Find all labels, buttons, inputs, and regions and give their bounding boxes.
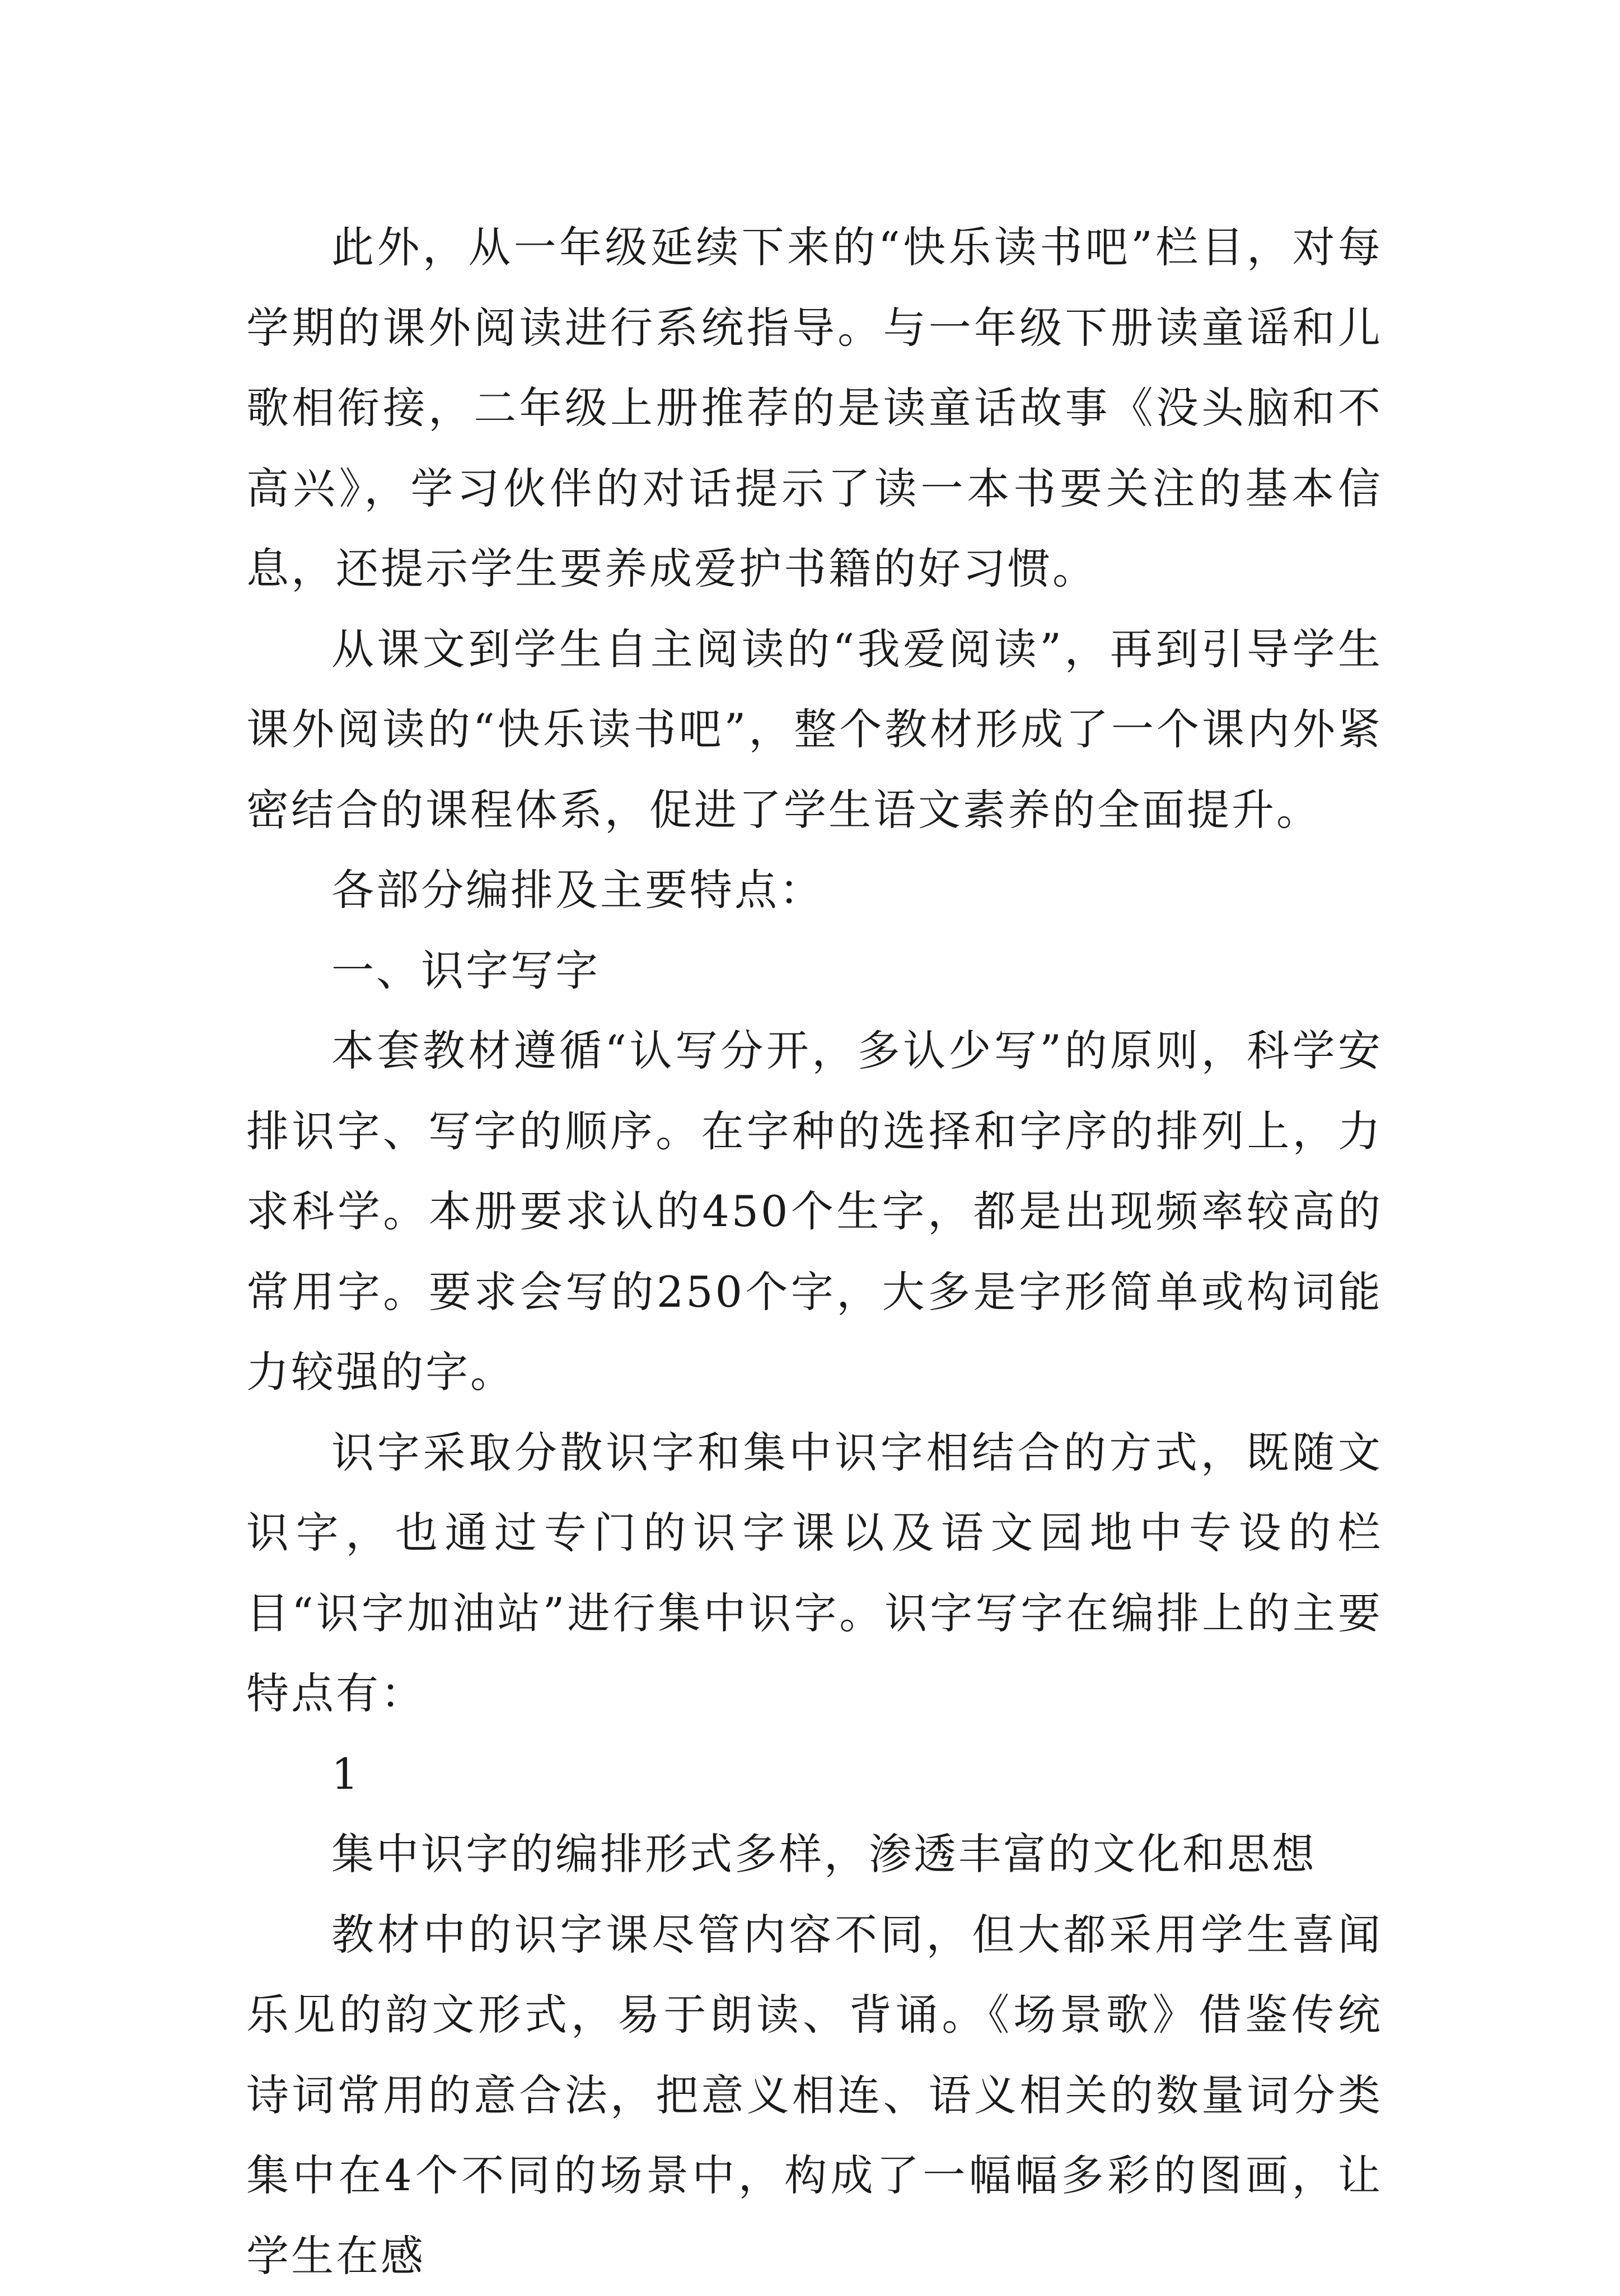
section-heading-literacy: 一、识字写字 [246,930,1383,1011]
paragraph-section-intro: 各部分编排及主要特点： [246,850,1383,930]
paragraph-literacy-method: 识字采取分散识字和集中识字相结合的方式，既随文识字，也通过专门的识字课以及语文园地中专设的栏目“识字加油站”进行集中识字。识字写字在编排上的主要特点有： [246,1413,1383,1734]
paragraph-literacy-lessons: 教材中的识字课尽管内容不同，但大都采用学生喜闻乐见的韵文形式，易于朗读、背诵。《场景歌》借鉴传统诗词常用的意合法，把意义相连、语义相关的数量词分类集中在4个不同的场景中，构成了一幅幅多彩的图画，让学生在感 [246,1895,1383,2296]
paragraph-literacy-principle: 本套教材遵循“认写分开，多认少写”的原则，科学安排识字、写字的顺序。在字种的选择和字序的排列上，力求科学。本册要求认的450个生字，都是出现频率较高的常用字。要求会写的250个字，大多是字形简单或构词能力较强的字。 [246,1011,1383,1413]
paragraph-course-system: 从课文到学生自主阅读的“我爱阅读”，再到引导学生课外阅读的“快乐读书吧”，整个教材形成了一个课内外紧密结合的课程体系，促进了学生语文素养的全面提升。 [246,609,1383,850]
document-body [246,207,1383,2296]
list-number: 1 [246,1734,1383,1815]
paragraph-reading-guidance: 此外，从一年级延续下来的“快乐读书吧”栏目，对每学期的课外阅读进行系统指导。与一年级下册读童谣和儿歌相衔接，二年级上册推荐的是读童话故事《没头脑和不高兴》，学习伙伴的对话提示了读一本书要关注的基本信息，还提示学生要养成爱护书籍的好习惯。 [246,207,1383,609]
subheading-concentrated-literacy: 集中识字的编排形式多样，渗透丰富的文化和思想 [246,1814,1383,1895]
